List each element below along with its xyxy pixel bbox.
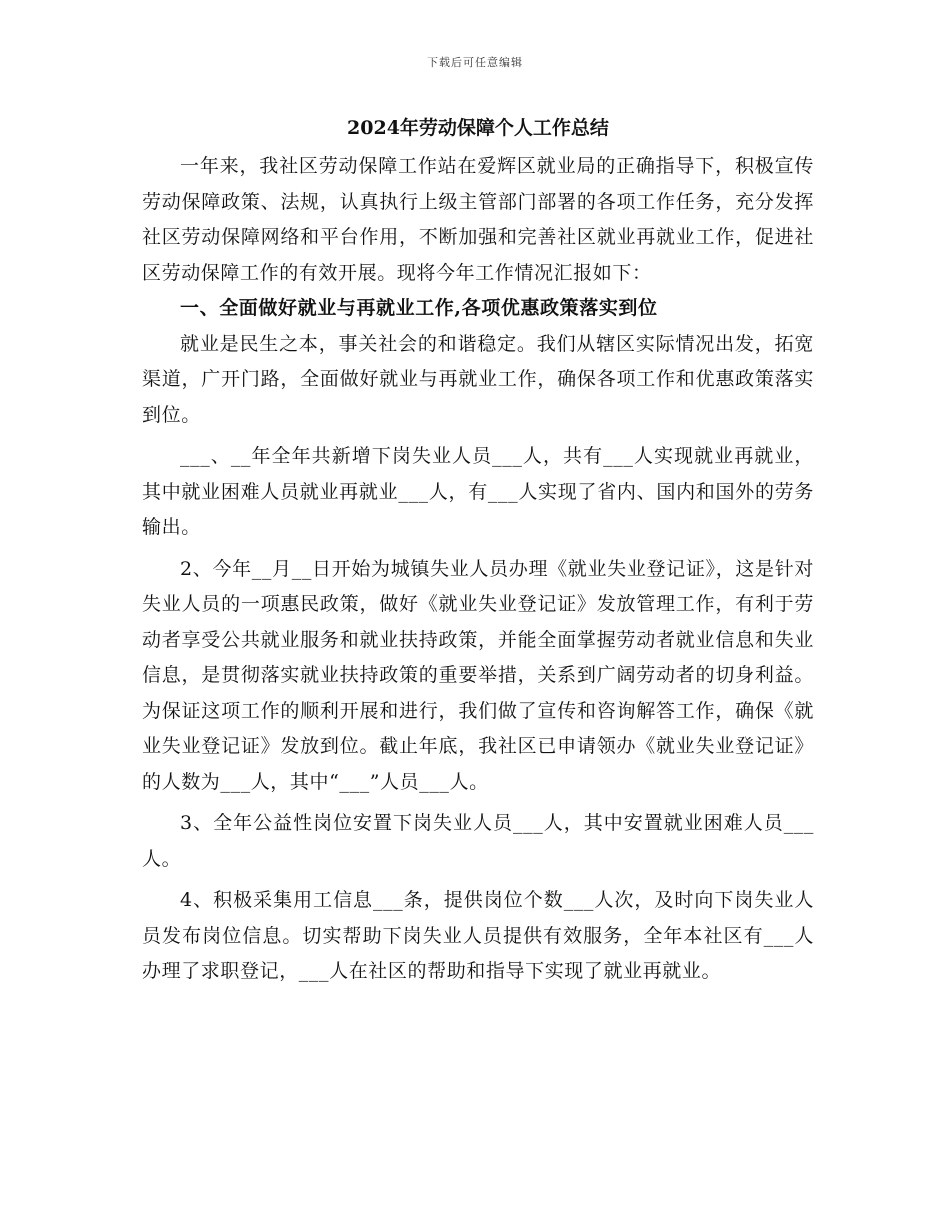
section-1-heading: 一、全面做好就业与再就业工作,各项优惠政策落实到位 [180,297,658,319]
item-1-paragraph: ___、__年全年共新增下岗失业人员___人，共有___人实现就业再就业，其中就业困难人员就业再就业___人，有___人实现了省内、国内和国外的劳务输出。 [142,445,814,538]
document-body [142,112,814,990]
intro-paragraph: 一年来，我社区劳动保障工作站在爱辉区就业局的正确指导下，积极宣传劳动保障政策、法规，认真执行上级主管部门部署的各项工作任务，充分发挥社区劳动保障网络和平台作用，不断加强和完善社区就业再就业工作，促进社区劳动保障工作的有效开展。现将今年工作情况汇报如下： [142,155,814,284]
item-2-paragraph: 2、今年__月__日开始为城镇失业人员办理《就业失业登记证》，这是针对失业人员的一项惠民政策，做好《就业失业登记证》发放管理工作，有利于劳动者享受公共就业服务和就业扶持政策，并能全面掌握劳动者就业信息和失业信息，是贯彻落实就业扶持政策的重要举措，关系到广阔劳动者的切身利益。为保证这项工作的顺利开展和进行，我们做了宣传和咨询解答工作，确保《就业失业登记证》发放到位。截止年底，我社区已申请领办《就业失业登记证》的人数为___人，其中“___”人员___人。 [142,557,814,793]
item-4-paragraph: 4、积极采集用工信息___条，提供岗位个数___人次，及时向下岗失业人员发布岗位信息。切实帮助下岗失业人员提供有效服务，全年本社区有___人办理了求职登记，___人在社区的帮助和指导下实现了就业再就业。 [142,889,814,982]
item-3-paragraph: 3、全年公益性岗位安置下岗失业人员___人，其中安置就业困难人员___人。 [142,812,814,870]
document-title: 2024年劳动保障个人工作总结 [347,117,609,139]
section-1-intro-paragraph: 就业是民生之本，事关社会的和谐稳定。我们从辖区实际情况出发，拓宽渠道，广开门路，全面做好就业与再就业工作，确保各项工作和优惠政策落实到位。 [142,332,814,426]
page-header-note: 下载后可任意编辑 [427,56,523,69]
